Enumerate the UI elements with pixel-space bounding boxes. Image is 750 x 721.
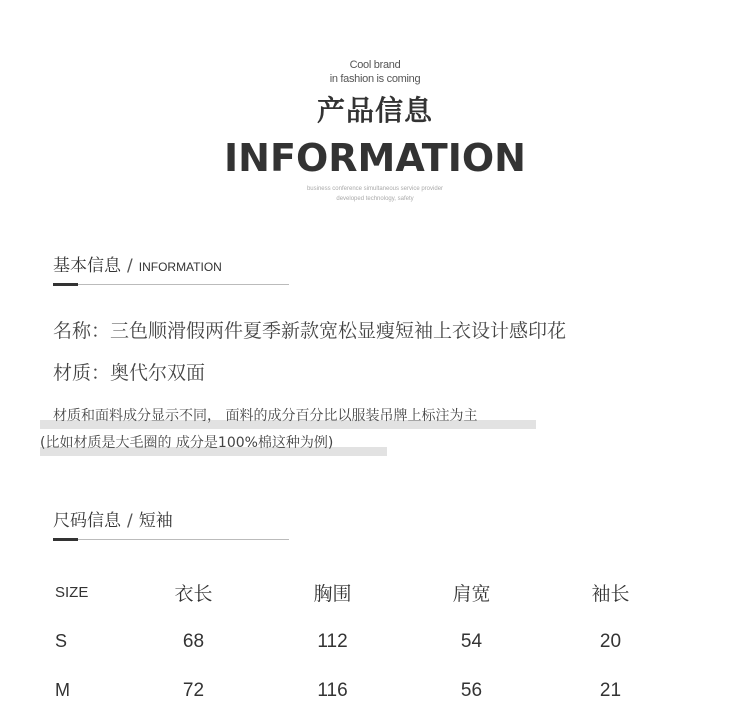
heading-accent-bar: [53, 283, 78, 286]
heading-slash: /: [127, 256, 133, 276]
heading-accent-bar: [53, 538, 78, 541]
table-row: [40, 617, 678, 666]
micro-text-line2: developed technology, safety: [336, 196, 414, 202]
header-cell-shoulder: 肩宽: [452, 583, 491, 605]
chest-cell: 116: [317, 679, 348, 701]
size-info-subtitle: 短袖: [138, 511, 173, 531]
note-text: 材质和面料成分显示不同， 面料的成分百分比以服装吊牌上标注为主: [53, 408, 478, 424]
product-name: 名称：三色顺滑假两件夏季新款宽松显瘦短袖上衣设计感印花: [53, 320, 567, 342]
page-title-en: INFORMATION: [224, 136, 526, 180]
sleeve-cell: 21: [599, 679, 622, 701]
material-note-line2: [40, 433, 333, 453]
size-info-title: 尺码信息: [53, 511, 121, 531]
brand-tagline-line2: in fashion is coming: [329, 73, 421, 85]
header-cell-sleeve: 袖长: [591, 583, 630, 605]
note-text: (比如材质是大毛圈的 成分是100%棉这种为例): [40, 435, 334, 451]
header-cell-chest: 胸围: [313, 583, 352, 605]
sleeve-cell: 20: [599, 630, 622, 652]
brand-tagline-line1: Cool brand: [349, 59, 401, 71]
length-cell: 72: [182, 679, 205, 701]
size-table-header: [40, 568, 678, 617]
shoulder-cell: 56: [460, 679, 483, 701]
header-cell-length: 衣长: [174, 583, 213, 605]
product-material: 材质：奥代尔双面: [53, 362, 206, 384]
heading-rule: [53, 284, 289, 285]
hero-header: [0, 0, 750, 215]
basic-info-subtitle: INFORMATION: [138, 260, 222, 274]
basic-info-title: 基本信息: [53, 256, 121, 276]
heading-slash: /: [127, 511, 133, 531]
heading-rule: [53, 539, 289, 540]
size-cell: M: [55, 680, 70, 700]
size-table: [40, 568, 678, 715]
micro-text-line1: business conference simultaneous service provider: [306, 186, 444, 192]
size-cell: S: [55, 631, 68, 651]
basic-info-heading: [53, 255, 289, 287]
length-cell: 68: [182, 630, 205, 652]
chest-cell: 112: [317, 630, 348, 652]
size-info-heading: [53, 510, 289, 542]
material-note-line1: [40, 406, 477, 426]
table-row: [40, 666, 678, 715]
header-cell-size: SIZE: [55, 584, 89, 601]
page-title-cn: 产品信息: [316, 94, 433, 127]
shoulder-cell: 54: [460, 630, 483, 652]
